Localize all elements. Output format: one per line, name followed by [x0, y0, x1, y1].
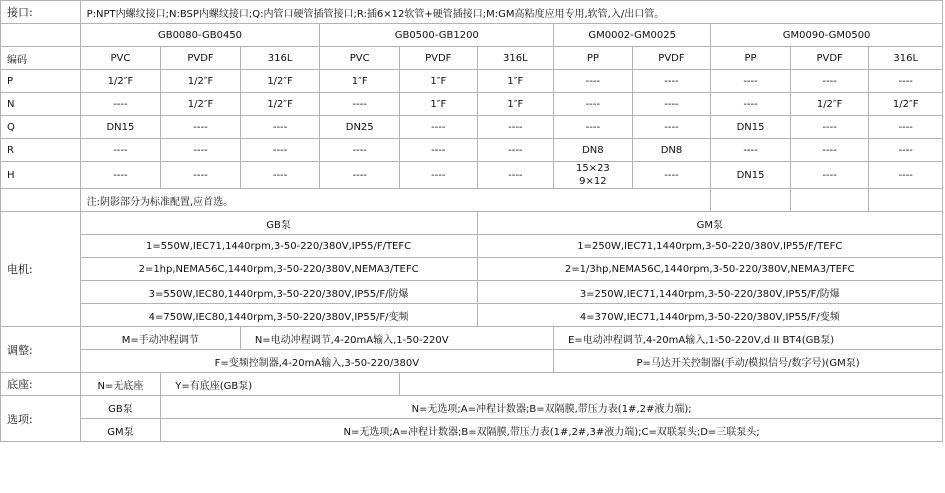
- options-label: 选项:: [1, 396, 81, 442]
- code-cell: 1″F: [400, 93, 478, 116]
- code-cell: ----: [161, 139, 241, 162]
- code-cell: ----: [400, 116, 478, 139]
- code-cell: ----: [711, 70, 791, 93]
- standard-config-note: 注:阴影部分为标准配置,应首选。: [80, 189, 711, 212]
- code-cell: ----: [869, 162, 943, 189]
- motor-row: [1, 258, 943, 281]
- base-label: 底座:: [1, 373, 81, 396]
- code-cell: ----: [320, 139, 400, 162]
- note-row: [1, 189, 943, 212]
- code-label: 编码: [1, 47, 81, 70]
- adjust-option-p: P=马达开关控制器(手动/模拟信号/数字号)(GM泵): [554, 350, 943, 373]
- adjust-row-1: [1, 327, 943, 350]
- code-cell: 1/2″F: [240, 70, 320, 93]
- code-cell: ----: [790, 116, 869, 139]
- code-cell: 1/2″F: [869, 93, 943, 116]
- material-cell: PP: [554, 47, 633, 70]
- code-row-q: [1, 116, 943, 139]
- material-cell: PVDF: [790, 47, 869, 70]
- code-cell: ----: [711, 93, 791, 116]
- code-cell: ----: [80, 139, 161, 162]
- base-empty-cell: [400, 373, 943, 396]
- code-cell: ----: [869, 116, 943, 139]
- motor-row: [1, 281, 943, 304]
- code-cell: ----: [790, 70, 869, 93]
- code-label-q: Q: [1, 116, 81, 139]
- adjust-row-2: [1, 350, 943, 373]
- options-row-gm: [1, 419, 943, 442]
- code-cell: ----: [711, 139, 791, 162]
- code-cell: ----: [869, 139, 943, 162]
- material-cell: PVC: [320, 47, 400, 70]
- material-row: [1, 47, 943, 70]
- options-gm-text: N=无选项;A=冲程计数器;B=双隔膜,带压力表(1#,2#,3#液力端);C=双联泵头;D=三联泵头;: [161, 419, 943, 442]
- model-group-gm0002: GM0002-GM0025: [554, 24, 711, 47]
- code-cell: DN15: [711, 162, 791, 189]
- code-cell: ----: [240, 139, 320, 162]
- code-cell: ----: [161, 116, 241, 139]
- material-cell: PVDF: [161, 47, 241, 70]
- code-cell: ----: [554, 116, 633, 139]
- code-cell: ----: [80, 162, 161, 189]
- code-cell: DN25: [320, 116, 400, 139]
- interface-label: 接口:: [1, 1, 81, 24]
- adjust-option-n: N=电动冲程调节,4-20mA输入,1-50-220V: [240, 327, 553, 350]
- motor-gm-option: 2=1/3hp,NEMA56C,1440rpm,3-50-220/380V,NEMA3/TEFC: [477, 258, 942, 281]
- code-cell: ----: [320, 162, 400, 189]
- code-cell: 1/2″F: [161, 70, 241, 93]
- code-cell: ----: [477, 162, 554, 189]
- code-cell: ----: [869, 70, 943, 93]
- code-cell: DN8: [554, 139, 633, 162]
- note-trailing-cell: [790, 189, 869, 212]
- motor-gb-option: 2=1hp,NEMA56C,1440rpm,3-50-220/380V,NEMA3/TEFC: [80, 258, 477, 281]
- code-row-h: [1, 162, 943, 189]
- code-cell: DN15: [80, 116, 161, 139]
- code-label-r: R: [1, 139, 81, 162]
- code-cell-line: 15×23: [575, 163, 610, 174]
- code-cell: ----: [632, 93, 711, 116]
- base-option-y: Y=有底座(GB泵): [161, 373, 400, 396]
- motor-row: [1, 304, 943, 327]
- code-cell: ----: [790, 162, 869, 189]
- code-label-h: H: [1, 162, 81, 189]
- material-cell: 316L: [240, 47, 320, 70]
- model-group-gb0500: GB0500-GB1200: [320, 24, 554, 47]
- code-cell: DN15: [711, 116, 791, 139]
- code-cell: ----: [161, 162, 241, 189]
- code-cell: ----: [632, 116, 711, 139]
- options-gb-text: N=无选项;A=冲程计数器;B=双隔膜,带压力表(1#,2#液力端);: [161, 396, 943, 419]
- code-cell: 1/2″F: [80, 70, 161, 93]
- code-cell: ----: [790, 139, 869, 162]
- code-cell: 1/2″F: [240, 93, 320, 116]
- code-label-p: P: [1, 70, 81, 93]
- code-cell: ----: [240, 162, 320, 189]
- note-trailing-cell: [711, 189, 791, 212]
- code-cell: ----: [80, 93, 161, 116]
- motor-gb-option: 4=750W,IEC80,1440rpm,3-50-220/380V,IP55/F/变频: [80, 304, 477, 327]
- code-cell: 1″F: [477, 93, 554, 116]
- options-gb-label: GB泵: [80, 396, 161, 419]
- options-row-gb: [1, 396, 943, 419]
- motor-gb-option: 1=550W,IEC71,1440rpm,3-50-220/380V,IP55/F/TEFC: [80, 235, 477, 258]
- code-label-n: N: [1, 93, 81, 116]
- code-row-p: [1, 70, 943, 93]
- code-cell: 1/2″F: [161, 93, 241, 116]
- adjust-option-m: M=手动冲程调节: [80, 327, 240, 350]
- adjust-option-e: E=电动冲程调节,4-20mA输入,1-50-220V,d II BT4(GB泵): [554, 327, 943, 350]
- code-cell: ----: [632, 162, 711, 189]
- model-group-gm0090: GM0090-GM0500: [711, 24, 943, 47]
- model-group-empty-cell: [1, 24, 81, 47]
- motor-label: 电机:: [1, 212, 81, 327]
- motor-header-row: [1, 212, 943, 235]
- code-row-r: [1, 139, 943, 162]
- code-cell-multiline: [554, 162, 633, 189]
- model-group-row: [1, 24, 943, 47]
- code-cell: ----: [554, 93, 633, 116]
- options-gm-label: GM泵: [80, 419, 161, 442]
- interface-row: [1, 1, 943, 24]
- code-cell: ----: [477, 116, 554, 139]
- model-group-gb0080: GB0080-GB0450: [80, 24, 320, 47]
- material-cell: 316L: [869, 47, 943, 70]
- code-cell: ----: [554, 70, 633, 93]
- code-cell: ----: [477, 139, 554, 162]
- note-empty-cell: [1, 189, 81, 212]
- motor-gb-option: 3=550W,IEC80,1440rpm,3-50-220/380V,IP55/F/防爆: [80, 281, 477, 304]
- code-cell: ----: [632, 70, 711, 93]
- code-cell: ----: [320, 93, 400, 116]
- note-trailing-cell: [869, 189, 943, 212]
- code-cell: DN8: [632, 139, 711, 162]
- code-cell: 1″F: [320, 70, 400, 93]
- material-cell: PVDF: [400, 47, 478, 70]
- motor-gb-header: GB泵: [80, 212, 477, 235]
- material-cell: 316L: [477, 47, 554, 70]
- code-cell: ----: [400, 139, 478, 162]
- code-cell: ----: [400, 162, 478, 189]
- interface-description: P:NPT内螺纹接口;N:BSP内螺纹接口;Q:内管口硬管插管接口;R:插6×12软管+硬管插接口;M:GM高粘度应用专用,软管,入/出口管。: [80, 1, 942, 24]
- code-row-n: [1, 93, 943, 116]
- code-cell: 1″F: [477, 70, 554, 93]
- motor-row: [1, 235, 943, 258]
- code-cell: 1/2″F: [790, 93, 869, 116]
- adjust-option-f: F=变频控制器,4-20mA输入,3-50-220/380V: [80, 350, 554, 373]
- motor-gm-option: 3=250W,IEC71,1440rpm,3-50-220/380V,IP55/F/防爆: [477, 281, 942, 304]
- base-row: [1, 373, 943, 396]
- motor-gm-option: 1=250W,IEC71,1440rpm,3-50-220/380V,IP55/F/TEFC: [477, 235, 942, 258]
- material-cell: PVDF: [632, 47, 711, 70]
- motor-gm-header: GM泵: [477, 212, 942, 235]
- code-cell: 1″F: [400, 70, 478, 93]
- motor-gm-option: 4=370W,IEC71,1440rpm,3-50-220/380V,IP55/F/变频: [477, 304, 942, 327]
- adjust-label: 调整:: [1, 327, 81, 373]
- material-cell: PP: [711, 47, 791, 70]
- material-cell: PVC: [80, 47, 161, 70]
- code-cell-line: 9×12: [579, 176, 607, 187]
- code-cell: ----: [240, 116, 320, 139]
- base-option-n: N=无底座: [80, 373, 161, 396]
